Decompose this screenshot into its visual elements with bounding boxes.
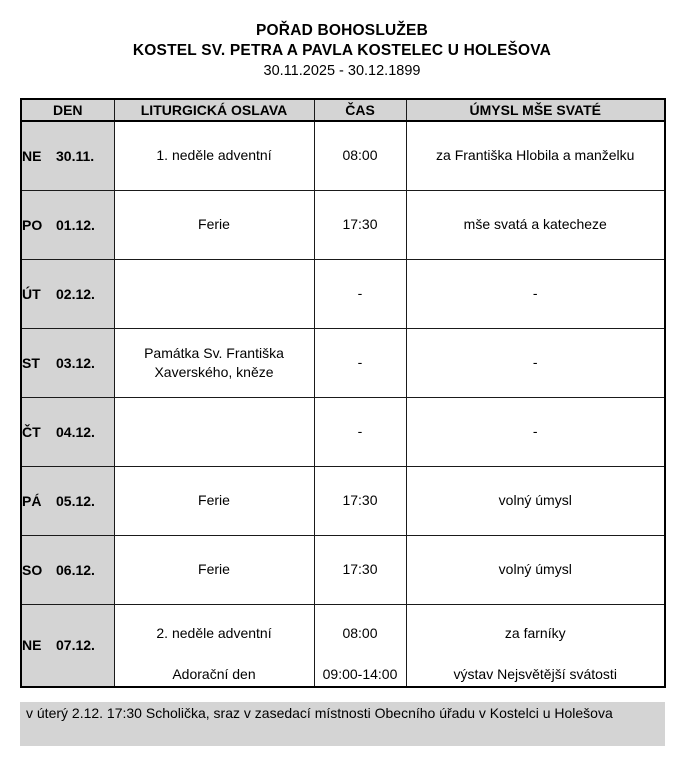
time-cell xyxy=(314,604,406,687)
intention-cell xyxy=(406,604,665,687)
day-cell xyxy=(21,397,114,466)
time-cell: 17:30 xyxy=(314,466,406,535)
liturgical-cell: 1. neděle adventní xyxy=(114,121,314,190)
time-cell: 17:30 xyxy=(314,190,406,259)
day-date: 03.12. xyxy=(56,354,95,371)
day-date: 02.12. xyxy=(56,285,95,302)
footer-note: v úterý 2.12. 17:30 Scholička, sraz v zasedací místnosti Obecního úřadu v Kostelci u Holešova xyxy=(20,702,665,746)
liturgical-line-1: 2. neděle adventní xyxy=(156,624,272,641)
intention-cell: - xyxy=(406,259,665,328)
day-cell xyxy=(21,328,114,397)
intention-cell: za Františka Hlobila a manželku xyxy=(406,121,665,190)
time-line-1: 08:00 xyxy=(342,624,378,641)
time-line-2: 09:00-14:00 xyxy=(322,665,398,682)
day-cell xyxy=(21,466,114,535)
time-cell: 08:00 xyxy=(314,121,406,190)
day-abbrev: NE xyxy=(22,637,42,653)
intention-cell: volný úmysl xyxy=(406,466,665,535)
day-date: 06.12. xyxy=(56,561,95,578)
liturgical-cell xyxy=(114,259,314,328)
day-abbrev: PO xyxy=(22,216,43,233)
intention-cell: - xyxy=(406,328,665,397)
intention-line-1: za farníky xyxy=(504,624,566,641)
date-range: 30.11.2025 - 30.12.1899 xyxy=(263,63,421,79)
liturgical-cell xyxy=(114,604,314,687)
day-abbrev: SO xyxy=(22,561,43,578)
day-date: 30.11. xyxy=(56,147,95,164)
document-heading xyxy=(0,0,684,81)
time-cell: - xyxy=(314,328,406,397)
table-row xyxy=(21,604,665,687)
day-abbrev: ST xyxy=(22,354,40,371)
day-date: 01.12. xyxy=(56,216,95,233)
liturgical-line-2: Adorační den xyxy=(172,665,256,682)
table-row xyxy=(21,466,665,535)
time-cell: - xyxy=(314,259,406,328)
column-header-liturgicka-oslava: LITURGICKÁ OSLAVA xyxy=(114,99,314,121)
intention-cell: volný úmysl xyxy=(406,535,665,604)
time-cell: 17:30 xyxy=(314,535,406,604)
column-header-den: DEN xyxy=(21,99,114,121)
page-title: POŘAD BOHOSLUŽEB xyxy=(256,22,428,39)
day-date: 05.12. xyxy=(56,492,95,509)
table-header-row xyxy=(21,99,665,121)
day-abbrev: NE xyxy=(22,147,42,164)
page-subtitle: KOSTEL SV. PETRA A PAVLA KOSTELEC U HOLEŠOVA xyxy=(132,42,552,59)
table-row xyxy=(21,121,665,190)
column-header-cas: ČAS xyxy=(314,99,406,121)
day-cell xyxy=(21,190,114,259)
schedule-table xyxy=(20,98,666,688)
liturgical-cell: Ferie xyxy=(114,535,314,604)
table-row xyxy=(21,535,665,604)
liturgical-cell: Ferie xyxy=(114,466,314,535)
day-abbrev: ČT xyxy=(22,423,41,440)
time-cell: - xyxy=(314,397,406,466)
table-row xyxy=(21,397,665,466)
day-cell xyxy=(21,259,114,328)
day-cell xyxy=(21,121,114,190)
table-row xyxy=(21,328,665,397)
liturgical-cell: Památka Sv. Františka Xaverského, kněze xyxy=(114,328,314,397)
table-row xyxy=(21,259,665,328)
day-date: 04.12. xyxy=(56,423,95,440)
day-cell xyxy=(21,604,114,687)
column-header-umysl: ÚMYSL MŠE SVATÉ xyxy=(406,99,665,121)
liturgical-cell: Ferie xyxy=(114,190,314,259)
liturgical-cell xyxy=(114,397,314,466)
day-date: 07.12. xyxy=(56,637,95,653)
day-abbrev: PÁ xyxy=(22,492,42,509)
intention-cell: - xyxy=(406,397,665,466)
day-cell xyxy=(21,535,114,604)
intention-cell: mše svatá a katecheze xyxy=(406,190,665,259)
table-row xyxy=(21,190,665,259)
intention-line-2: výstav Nejsvětější svátosti xyxy=(453,665,617,682)
day-abbrev: ÚT xyxy=(22,285,41,302)
